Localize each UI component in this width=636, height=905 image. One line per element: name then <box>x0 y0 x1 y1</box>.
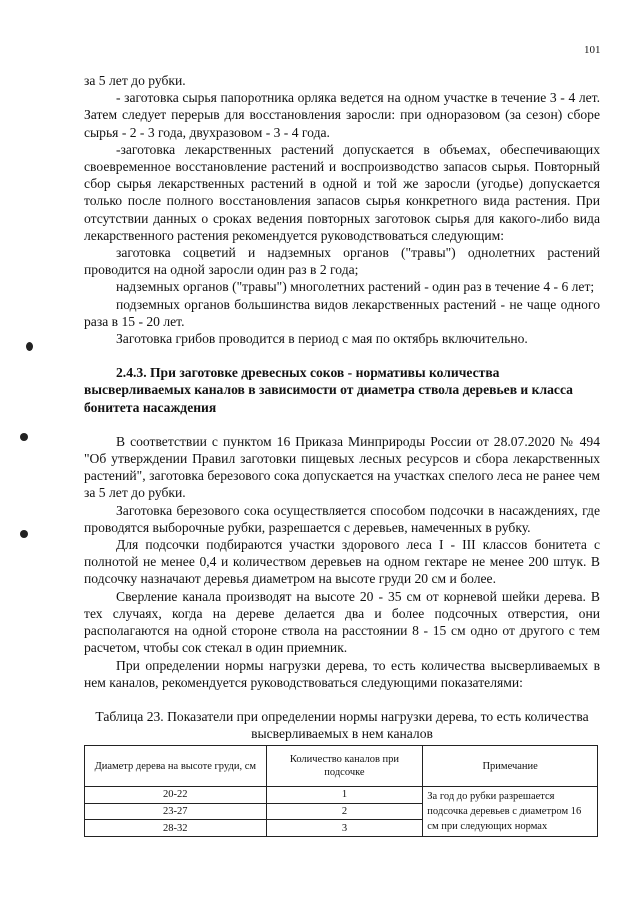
paragraph: Заготовка березового сока осуществляется способом подсочки в насаждениях, где проводятся выборочные рубки, разрешается с деревьев, намеченных в рубку. <box>84 502 600 535</box>
paragraph: В соответствии с пунктом 16 Приказа Минприроды России от 28.07.2020 № 494 "Об утверждении Правил заготовки пищевых лесных ресурсов и сбора лекарственных растений", заготовка березового сока допускается на участках спелого леса не ранее чем за 5 лет до рубки. <box>84 433 600 501</box>
column-header-note: Примечание <box>423 746 598 787</box>
canals-cell: 1 <box>266 787 423 804</box>
body-text <box>84 72 600 691</box>
paragraph: При определении нормы нагрузки дерева, то есть количества высверливаемых в нем каналов, рекомендуется руководствоваться следующими показателями: <box>84 657 600 690</box>
table-header-row <box>85 746 598 787</box>
column-header-canals: Количество каналов при подсочке <box>266 746 423 787</box>
paragraph: Для подсочки подбираются участки здорового леса I - III классов бонитета с полнотой не менее 0,4 и количеством деревьев на одном гектаре не менее 200 штук. В подсочку назначают деревья диаметром на высоте груди 20 см и более. <box>84 537 600 587</box>
diameter-cell: 23-27 <box>85 803 267 820</box>
scan-dot-mark <box>26 342 33 351</box>
paragraph: -заготовка лекарственных растений допускается в объемах, обеспечивающих своевременное восстановление растений и воспроизводство запасов сырья. Повторный сбор сырья лекарственных растений в одной и той же заросли (угодье) допускается только после полного восстановления запасов сырья конкретного вида растения. При отсутствии данных о сроках ведения повторных заготовок сырья для какого-либо вида лекарственного растения рекомендуется руководствоваться следующим: <box>84 141 600 243</box>
scan-dot-mark <box>20 433 28 441</box>
note-cell: За год до рубки разрешается подсочка деревьев с диаметром 16 см при следующих нормах <box>423 787 598 837</box>
paragraph: заготовка соцветий и надземных органов ("травы") однолетних растений проводится на одной заросли один раз в 2 года; <box>84 245 600 278</box>
diameter-cell: 28-32 <box>85 820 267 837</box>
canals-cell: 3 <box>266 820 423 837</box>
column-header-diameter: Диаметр дерева на высоте груди, см <box>85 746 267 787</box>
paragraph: Сверление канала производят на высоте 20 - 35 см от корневой шейки дерева. В тех случаях, когда на дереве делается два и более подсочных отверстия, они располагаются на одной стороне ствола на расстоянии 8 - 15 см одно от другого с тем расчетом, чтобы сок стекал в один приемник. <box>84 588 600 656</box>
paragraph: подземных органов большинства видов лекарственных растений - не чаще одного раза в 15 - 20 лет. <box>84 296 600 329</box>
paragraph: - заготовка сырья папоротника орляка ведется на одном участке в течение 3 - 4 лет. Затем следует перерыв для восстановления заросли: при одноразовом (за сезон) сборе сырья - 2 - 3 года, двухразовом - 3 - 4 года. <box>84 90 600 140</box>
table-row <box>85 787 598 804</box>
table-caption: Таблица 23. Показатели при определении нормы нагрузки дерева, то есть количества высверливаемых в нем каналов <box>95 709 589 741</box>
paragraph: надземных органов ("травы") многолетних растений - один раз в течение 4 - 6 лет; <box>116 279 595 295</box>
canals-cell: 2 <box>266 803 423 820</box>
scan-dot-mark <box>20 530 28 538</box>
paragraph: за 5 лет до рубки. <box>84 73 186 88</box>
canals-table <box>84 745 598 837</box>
diameter-cell: 20-22 <box>85 787 267 804</box>
paragraph: Заготовка грибов проводится в период с мая по октябрь включительно. <box>116 331 528 347</box>
page-number: 101 <box>584 44 601 56</box>
section-heading: 2.4.3. При заготовке древесных соков - нормативы количества высверливаемых каналов в зависимости от диаметра ствола деревьев и класса бонитета насаждения <box>84 365 573 415</box>
